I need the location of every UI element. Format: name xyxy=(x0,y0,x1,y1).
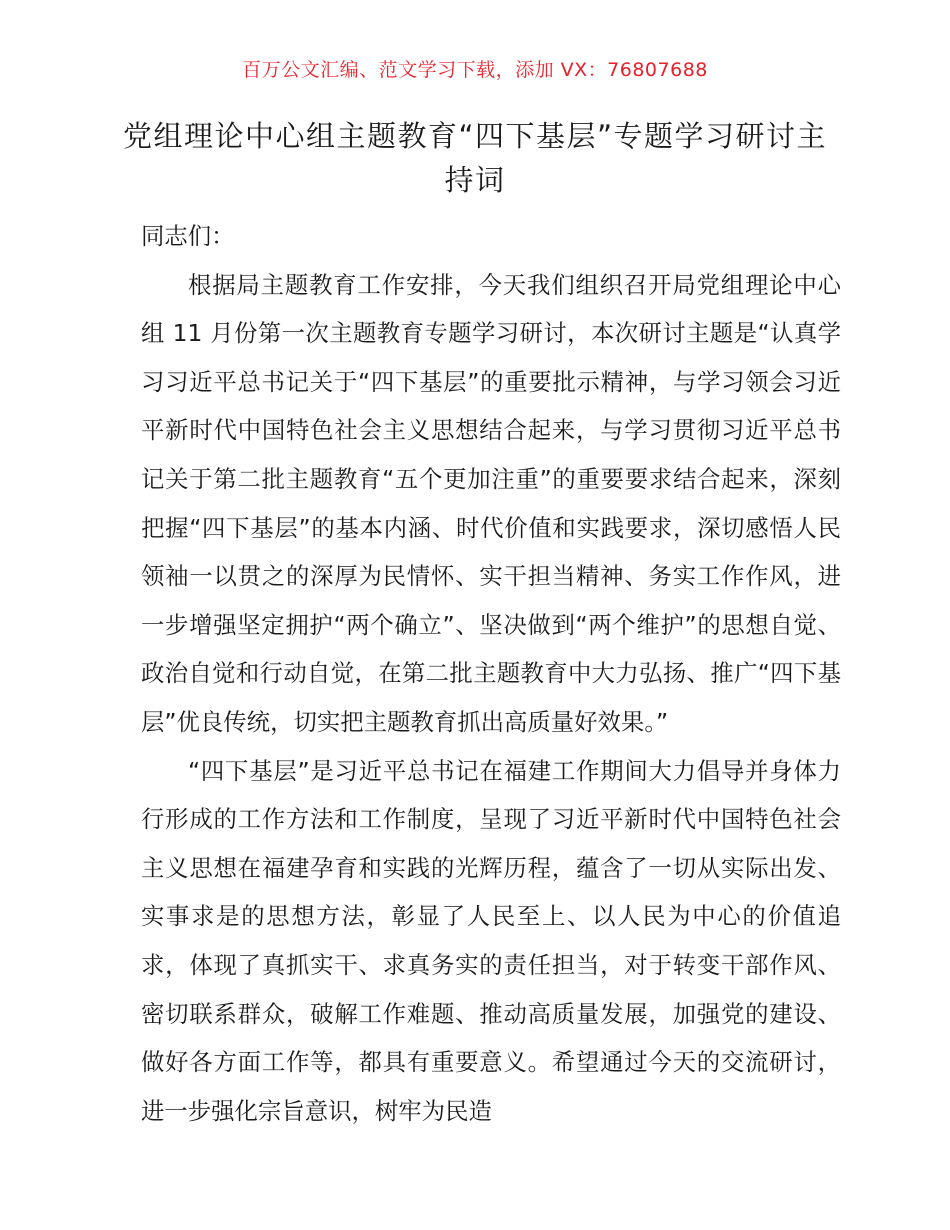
document-body xyxy=(141,212,841,1135)
paragraph-2: “四下基层”是习近平总书记在福建工作期间大力倡导并身体力行形成的工作方法和工作制度，呈现了习近平新时代中国特色社会主义思想在福建孕育和实践的光辉历程，蕴含了一切从实际出发、实事求是的思想方法，彰显了人民至上、以人民为中心的价值追求，体现了真抓实干、求真务实的责任担当，对于转变干部作风、密切联系群众，破解工作难题、推动高质量发展，加强党的建设、做好各方面工作等，都具有重要意义。希望通过今天的交流研讨，进一步强化宗旨意识，树牢为民造 xyxy=(141,756,841,1125)
document-title: 党组理论中心组主题教育“四下基层”专题学习研讨主持词 xyxy=(122,119,828,197)
paragraph-1: 根据局主题教育工作安排，今天我们组织召开局党组理论中心组 11 月份第一次主题教育专题学习研讨，本次研讨主题是“认真学习习近平总书记关于“四下基层”的重要批示精神，与学习领会习近平新时代中国特色社会主义思想结合起来，与学习贯彻习近平总书记关于第二批主题教育“五个更加注重”的重要要求结合起来，深刻把握“四下基层”的基本内涵、时代价值和实践要求，深切感悟人民领袖一以贯之的深厚为民情怀、实干担当精神、务实工作作风，进一步增强坚定拥护“两个确立”、坚决做到“两个维护”的思想自觉、政治自觉和行动自觉，在第二批主题教育中大力弘扬、推广“四下基层”优良传统，切实把主题教育抓出高质量好效果。” xyxy=(141,270,841,736)
salutation: 同志们： xyxy=(141,222,235,250)
header-watermark-note: 百万公文汇编、范文学习下载，添加 VX：76807688 xyxy=(242,59,708,81)
